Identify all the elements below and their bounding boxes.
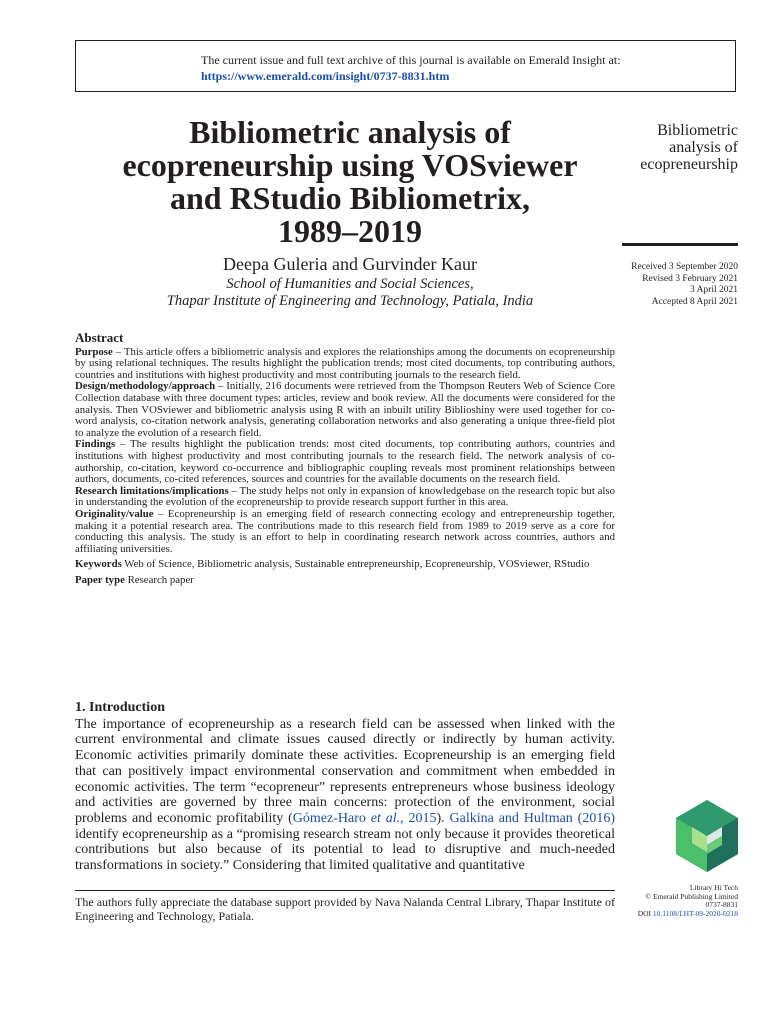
citation-link[interactable] xyxy=(293,811,437,826)
abstract-heading: Abstract xyxy=(75,330,124,345)
findings-label: Findings xyxy=(75,438,116,451)
abstract xyxy=(75,332,615,586)
cite-year: , 2015 xyxy=(400,810,437,826)
keywords xyxy=(75,559,615,571)
revised-date-2: 3 April 2021 xyxy=(689,285,738,295)
doi-link[interactable]: 10.1108/LHT-09-2020-0218 xyxy=(652,909,738,919)
running-head xyxy=(610,122,738,173)
journal-name: Library Hi Tech xyxy=(689,883,738,892)
citation-link[interactable]: Galkina and Hultman (2016) xyxy=(449,810,616,826)
authors: Deepa Guleria and Gurvinder Kaur xyxy=(223,254,477,274)
introduction-heading: 1. Introduction xyxy=(75,700,165,715)
intro-text: ). xyxy=(436,810,450,826)
originality-label: Originality/value xyxy=(75,507,154,520)
abstract-findings xyxy=(75,439,615,485)
intro-text: identify ecopreneurship as a “promising research stream not only because it provides theoretical contributions but also because of its potential to lead to disruptive and much-needed transformations in society.” Considering that limited qualitative and quantitative xyxy=(75,826,615,874)
paper-type-text: Research paper xyxy=(124,573,194,586)
abstract-purpose xyxy=(75,347,615,382)
affiliation xyxy=(80,276,620,310)
publisher: © Emerald Publishing Limited xyxy=(645,891,738,901)
limitations-label: Research limitations/implications xyxy=(75,484,229,497)
cite-etal: et al. xyxy=(370,810,401,826)
journal-info xyxy=(610,884,738,919)
originality-text: – Ecopreneurship is an emerging field of research connecting ecology and entrepreneurship together, making it a potential research area. The contributions made to this research field from 1989 to 2019 serve as a core for conducting this analysis. The study is an effort to help in coordinating research network across countries, authors and affiliating universities. xyxy=(75,507,615,555)
running-head-line: ecopreneurship xyxy=(640,156,738,173)
running-head-line: analysis of xyxy=(669,139,738,156)
findings-text: – The results highlight the publication trends: most cited documents, top contributing authors, countries and institutions with highest productivity and most contributing journals to the research field. The network analysis of co-authorship, co-citation, keyword co-occurrence and bibliographic coupling reveals most prominent relationships between authors, documents, co-cited references, sources and countries for the available documents on the research field. xyxy=(75,438,615,486)
abstract-limitations xyxy=(75,486,615,509)
issn: 0737-8831 xyxy=(705,900,738,910)
title-line: ecopreneurship using VOSviewer xyxy=(122,147,578,183)
header-box xyxy=(75,40,736,92)
purpose-text: – This article offers a bibliometric analysis and explores the relationships among the documents on ecopreneurship by using relational techniques. The results highlight the publication trends; most cited documents, top contributing authors, countries and institutions with highest productivity and most contributing journals to the research field. xyxy=(75,345,615,381)
running-head-rule xyxy=(622,243,738,246)
paper-type-label: Paper type xyxy=(75,573,125,586)
cite-author: Gómez-Haro xyxy=(292,810,371,826)
limitations-text: – The study helps not only in expansion of knowledgebase on the research topic but also in understanding the evolution of the ecopreneurship to provide research support further in this area. xyxy=(75,484,615,509)
acknowledgement-footnote: The authors fully appreciate the database support provided by Nava Nalanda Central Library, Thapar Institute of Engineering and Technology, Patiala. xyxy=(75,895,615,923)
title-line: 1989–2019 xyxy=(278,213,422,249)
intro-text: The importance of ecopreneurship as a research field can be assessed when linked with the current environmental and climate issues caused directly or indirectly by human activity. Economic activities primarily dominate these activities. Ecopreneurship is an emerging field that can positively impact environmental conservation and commitment when embedded in economic activities. The term “ecopreneur” represents entrepreneurs whose business ideology and activities are governed by three main concerns: protection of the environment, social problems and economic profitability ( xyxy=(75,716,615,826)
design-text: – Initially, 216 documents were retrieved from the Thompson Reuters Web of Science Core Collection database with three document types: articles, review and book review. All the documents were considered for the analysis. Then VOSviewer and bibliometric analysis using R with an inbuilt utility Biblioshiny were used together for co-word analysis, co-citation network analysis, generating collaboration networks and also generating a unique three-field plot to analyze the evolution of a research field. xyxy=(75,380,615,439)
article-title xyxy=(80,116,620,248)
emerald-logo-icon xyxy=(676,800,738,872)
header-notice: The current issue and full text archive of this journal is available on Emerald Insight at: xyxy=(201,53,621,67)
received-date: Received 3 September 2020 xyxy=(631,262,738,272)
article-dates xyxy=(600,262,738,308)
purpose-label: Purpose xyxy=(75,345,113,358)
footnote-rule xyxy=(75,890,615,891)
running-head-line: Bibliometric xyxy=(657,122,738,139)
affiliation-line: Thapar Institute of Engineering and Technology, Patiala, India xyxy=(166,293,534,309)
abstract-design xyxy=(75,381,615,439)
design-label: Design/methodology/approach xyxy=(75,380,216,393)
accepted-date: Accepted 8 April 2021 xyxy=(651,296,738,307)
revised-date: Revised 3 February 2021 xyxy=(642,273,738,284)
title-line: and RStudio Bibliometrix, xyxy=(169,180,531,216)
title-line: Bibliometric analysis of xyxy=(189,114,511,150)
journal-archive-link[interactable]: https://www.emerald.com/insight/0737-8831.htm xyxy=(201,69,450,83)
introduction-paragraph xyxy=(75,717,615,874)
keywords-label: Keywords xyxy=(75,558,122,571)
paper-type xyxy=(75,575,615,587)
doi-label: DOI xyxy=(637,909,653,919)
introduction xyxy=(75,700,615,874)
affiliation-line: School of Humanities and Social Sciences, xyxy=(226,276,474,292)
keywords-text: Web of Science, Bibliometric analysis, Sustainable entrepreneurship, Ecopreneurship, VOSviewer, RStudio xyxy=(121,558,590,571)
abstract-originality xyxy=(75,509,615,555)
